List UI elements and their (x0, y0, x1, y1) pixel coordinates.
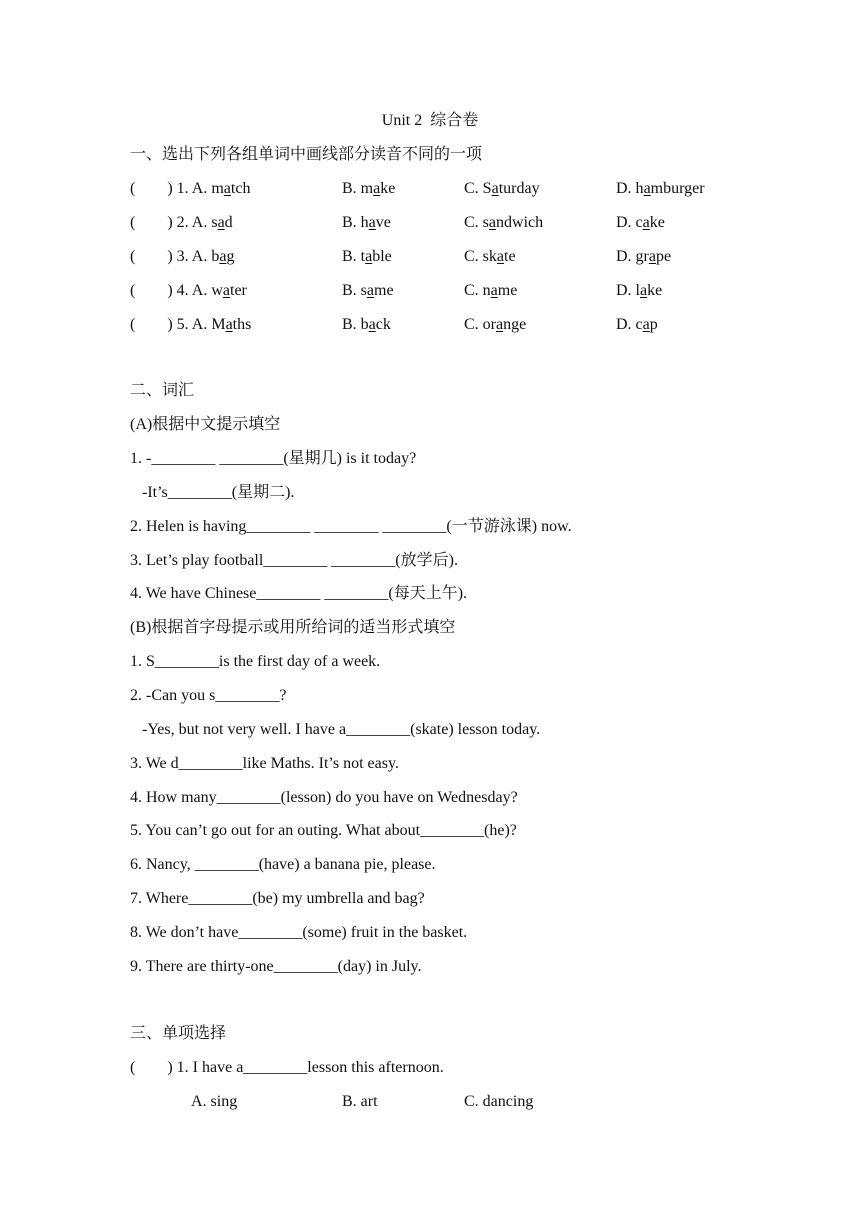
section2b-line: 1. S________is the first day of a week. (130, 653, 381, 670)
word-prefix: b (211, 248, 220, 265)
choice-row-1-c (464, 179, 540, 199)
section2b-line: 7. Where________(be) my umbrella and bag? (130, 890, 425, 907)
underlined-letter: a (496, 248, 505, 265)
word-suffix: me (374, 282, 394, 299)
option-a-word (211, 248, 234, 265)
section3-question-stem: ( ) 1. I have a________lesson this afternoon. (130, 1059, 444, 1076)
option-c-word (464, 248, 516, 265)
choice-row-2-b (342, 213, 391, 233)
option-c-word (464, 316, 526, 333)
option-d-word (616, 282, 662, 299)
underlined-letter: a (496, 316, 504, 333)
word-suffix: ndwich (496, 214, 544, 231)
word-prefix: D. c (616, 214, 643, 231)
answer-blank: ( ) (130, 248, 173, 265)
page-title: Unit 2 综合卷 (381, 112, 479, 129)
option-b-word (342, 248, 392, 265)
word-prefix: w (211, 282, 223, 299)
underlined-letter: a (365, 248, 373, 265)
word-prefix: B. h (342, 214, 369, 231)
underlined-letter: a (491, 180, 499, 197)
item-number: 5. A. (172, 316, 212, 333)
section3-option-a: A. sing (191, 1093, 238, 1110)
underlined-letter: a (225, 316, 233, 333)
section3-option-c: C. dancing (464, 1093, 534, 1110)
option-c-word (464, 282, 517, 299)
choice-row-5-a (130, 315, 251, 335)
underlined-letter: a (642, 214, 650, 231)
word-suffix: ck (375, 316, 391, 333)
word-prefix: D. h (616, 180, 644, 197)
word-prefix: M (211, 316, 226, 333)
choice-row-1-d (616, 179, 705, 199)
section2b-heading: (B)根据首字母提示或用所给词的适当形式填空 (130, 619, 456, 636)
section2a-line: 3. Let’s play football________ ________(放学后). (130, 552, 458, 569)
choice-row-4-d (616, 281, 662, 301)
word-suffix: te (504, 248, 516, 265)
word-prefix: B. b (342, 316, 369, 333)
option-b-word (342, 316, 391, 333)
section2b-line: 2. -Can you s________? (130, 687, 287, 704)
section2-heading: 二、词汇 (130, 382, 195, 399)
section2a-line: -It’s________(星期二). (130, 484, 295, 501)
option-a-word (211, 180, 250, 197)
word-suffix: g (226, 248, 235, 265)
section2b-line: -Yes, but not very well. I have a________(skate) lesson today. (130, 721, 541, 738)
word-prefix: D. gr (616, 248, 649, 265)
choice-row-3-a (130, 247, 234, 267)
word-suffix: ble (372, 248, 392, 265)
choice-row-4-c (464, 281, 517, 301)
word-suffix: nge (503, 316, 527, 333)
choice-row-4-a (130, 281, 247, 301)
section3-option-b: B. art (342, 1093, 378, 1110)
choice-row-2-d (616, 213, 665, 233)
underlined-letter: a (490, 282, 498, 299)
word-suffix: ke (649, 214, 665, 231)
answer-blank: ( ) (130, 214, 173, 231)
underlined-letter: a (640, 282, 648, 299)
choice-row-5-c (464, 315, 526, 335)
section2a-heading: (A)根据中文提示填空 (130, 416, 281, 433)
option-a-word (211, 282, 247, 299)
word-suffix: ths (232, 316, 252, 333)
option-a-word (211, 214, 232, 231)
item-number: 2. A. (172, 214, 212, 231)
section2a-line: 2. Helen is having________ ________ ________(一节游泳课) now. (130, 518, 572, 535)
section1-heading: 一、选出下列各组单词中画线部分读音不同的一项 (130, 146, 483, 163)
section2a-line: 4. We have Chinese________ ________(每天上午). (130, 585, 468, 602)
underlined-letter: a (219, 248, 227, 265)
word-prefix: B. m (342, 180, 374, 197)
choice-row-2-a (130, 213, 233, 233)
word-suffix: p (649, 316, 658, 333)
section2b-line: 9. There are thirty-one________(day) in July. (130, 958, 422, 975)
word-suffix: pe (656, 248, 672, 265)
section2b-line: 6. Nancy, ________(have) a banana pie, please. (130, 856, 436, 873)
section2b-line: 4. How many________(lesson) do you have on Wednesday? (130, 789, 518, 806)
underlined-letter: a (368, 214, 376, 231)
item-number: 3. A. (172, 248, 212, 265)
underlined-letter: a (648, 248, 656, 265)
item-number: 1. A. (172, 180, 212, 197)
word-prefix: m (211, 180, 224, 197)
answer-blank: ( ) (130, 282, 173, 299)
choice-row-4-b (342, 281, 394, 301)
underlined-letter: a (642, 316, 650, 333)
option-c-word (464, 214, 543, 231)
option-d-word (616, 316, 658, 333)
word-prefix: D. l (616, 282, 640, 299)
underlined-letter: a (373, 180, 381, 197)
word-suffix: ve (375, 214, 391, 231)
word-suffix: ke (380, 180, 396, 197)
option-b-word (342, 282, 394, 299)
word-prefix: C. or (464, 316, 496, 333)
option-d-word (616, 214, 665, 231)
choice-row-3-b (342, 247, 392, 267)
section3-heading: 三、单项选择 (130, 1025, 227, 1042)
word-suffix: d (224, 214, 233, 231)
choice-row-2-c (464, 213, 543, 233)
word-prefix: B. t (342, 248, 366, 265)
word-prefix: s (211, 214, 218, 231)
section2b-line: 3. We d________like Maths. It’s not easy. (130, 755, 399, 772)
choice-row-3-d (616, 247, 671, 267)
section2b-line: 5. You can’t go out for an outing. What about________(he)? (130, 822, 517, 839)
word-suffix: ke (647, 282, 663, 299)
section2b-line: 8. We don’t have________(some) fruit in the basket. (130, 924, 468, 941)
word-prefix: C. n (464, 282, 491, 299)
word-suffix: turday (498, 180, 540, 197)
word-suffix: ter (230, 282, 247, 299)
underlined-letter: a (368, 316, 376, 333)
underlined-letter: a (366, 282, 375, 299)
option-d-word (616, 180, 705, 197)
word-suffix: me (497, 282, 518, 299)
underlined-letter: a (488, 214, 497, 231)
item-number: 4. A. (172, 282, 212, 299)
option-b-word (342, 180, 395, 197)
word-suffix: mburger (650, 180, 705, 197)
choice-row-1-a (130, 179, 250, 199)
word-suffix: tch (230, 180, 251, 197)
underlined-letter: a (643, 180, 651, 197)
word-prefix: C. sk (464, 248, 497, 265)
underlined-letter: a (222, 282, 230, 299)
underlined-letter: a (223, 180, 231, 197)
word-prefix: D. c (616, 316, 643, 333)
choice-row-5-b (342, 315, 391, 335)
answer-blank: ( ) (130, 316, 173, 333)
option-a-word (211, 316, 251, 333)
choice-row-5-d (616, 315, 658, 335)
choice-row-1-b (342, 179, 395, 199)
word-prefix: C. s (464, 214, 489, 231)
option-d-word (616, 248, 671, 265)
underlined-letter: a (217, 214, 225, 231)
option-b-word (342, 214, 391, 231)
answer-blank: ( ) (130, 180, 173, 197)
word-prefix: C. S (464, 180, 492, 197)
section2a-line: 1. -________ ________(星期几) is it today? (130, 450, 417, 467)
option-c-word (464, 180, 540, 197)
choice-row-3-c (464, 247, 516, 267)
word-prefix: B. s (342, 282, 367, 299)
